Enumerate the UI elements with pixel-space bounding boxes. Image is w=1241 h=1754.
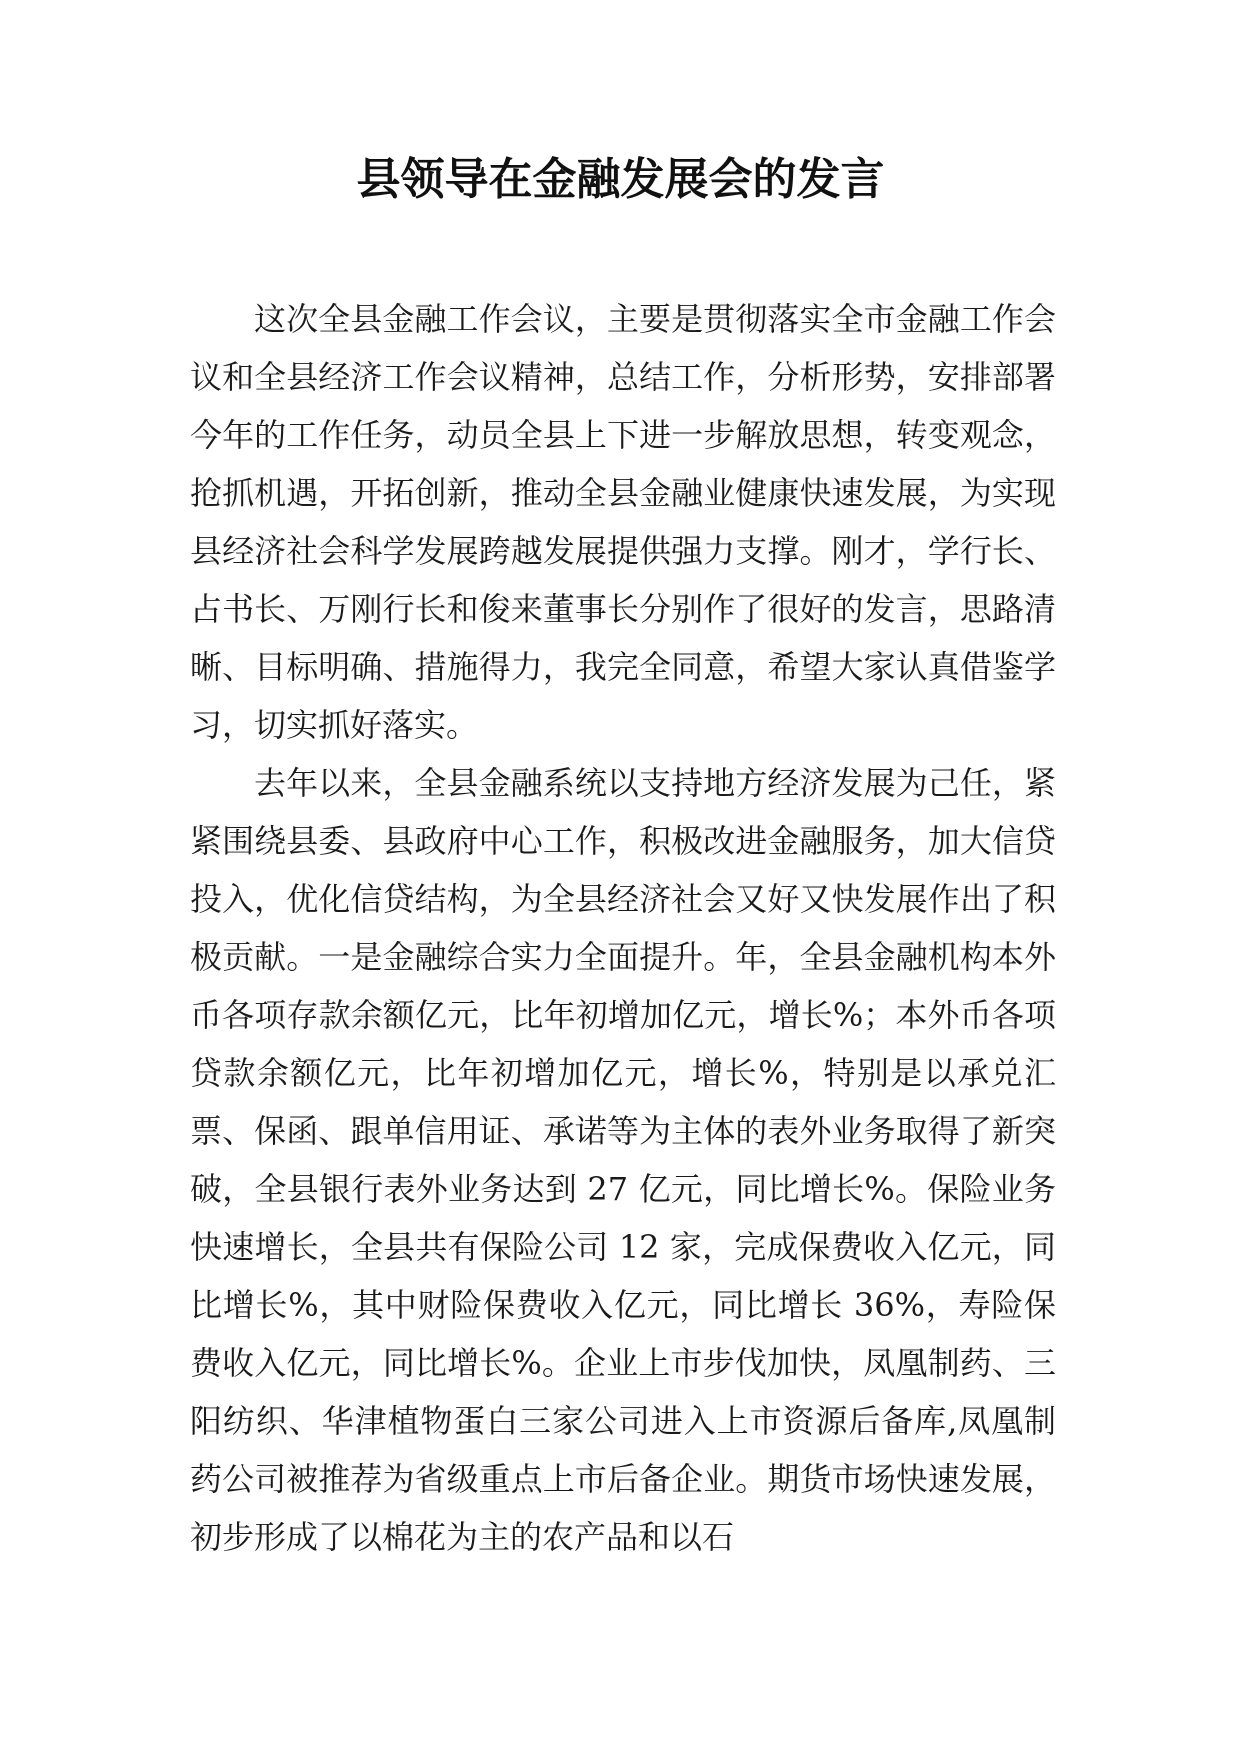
paragraph-2: 去年以来，全县金融系统以支持地方经济发展为己任，紧紧围绕县委、县政府中心工作，积极改进金融服务，加大信贷投入，优化信贷结构，为全县经济社会又好又快发展作出了积极贡献。一是金融综合实力全面提升。年，全县金融机构本外币各项存款余额亿元，比年初增加亿元，增长%；本外币各项贷款余额亿元，比年初增加亿元，增长%，特别是以承兑汇票、保函、跟单信用证、承诺等为主体的表外业务取得了新突破，全县银行表外业务达到 27 亿元，同比增长%。保险业务快速增长，全县共有保险公司 12 家，完成保费收入亿元，同比增长%，其中财险保费收入亿元，同比增长 36%，寿险保费收入亿元，同比增长%。企业上市步伐加快，凤凰制药、三阳纺织、华津植物蛋白三家公司进入上市资源后备库,凤凰制药公司被推荐为省级重点上市后备企业。期货市场快速发展，初步形成了以棉花为主的农产品和以石 <box>190 764 1056 1556</box>
document-title: 县领导在金融发展会的发言 <box>356 154 885 205</box>
paragraph-1: 这次全县金融工作会议，主要是贯彻落实全市金融工作会议和全县经济工作会议精神，总结工作，分析形势，安排部署今年的工作任务，动员全县上下进一步解放思想，转变观念，抢抓机遇，开拓创新，推动全县金融业健康快速发展，为实现县经济社会科学发展跨越发展提供强力支撑。刚才，学行长、占书长、万刚行长和俊来董事长分别作了很好的发言，思路清晰、目标明确、措施得力，我完全同意，希望大家认真借鉴学习，切实抓好落实。 <box>190 300 1056 744</box>
document-body <box>190 290 1056 1566</box>
